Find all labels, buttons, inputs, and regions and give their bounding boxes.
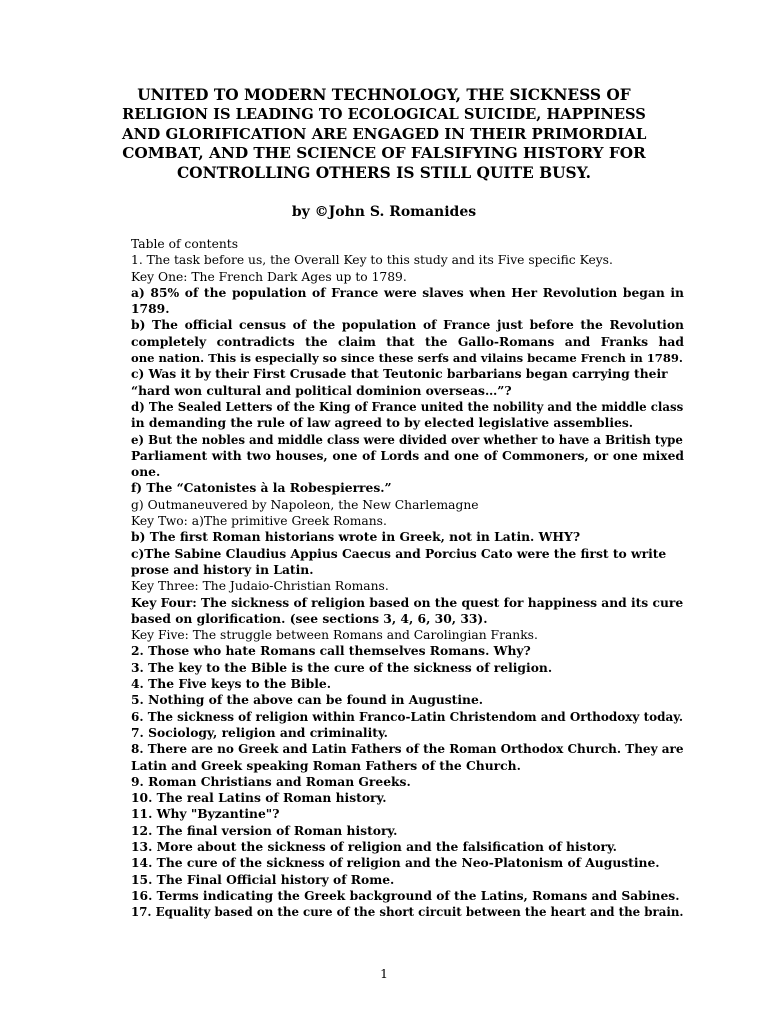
toc-line: g) Outmaneuvered by Napoleon, the New Charlemagne — [131, 497, 479, 512]
title-line: AND GLORIFICATION ARE ENGAGED IN THEIR PRIMORDIAL — [122, 124, 647, 143]
toc-line: 4. The Five keys to the Bible. — [131, 676, 331, 692]
toc-line: Key One: The French Dark Ages up to 1789. — [131, 269, 407, 284]
toc-line: 8. There are no Greek and Latin Fathers of the Roman Orthodox Church. They are — [131, 742, 684, 757]
toc-line: d) The Sealed Letters of the King of France united the nobility and the middle class — [131, 399, 684, 414]
title-line: CONTROLLING OTHERS IS STILL QUITE BUSY. — [176, 163, 592, 182]
toc-line: 9. Roman Christians and Roman Greeks. — [131, 773, 411, 789]
toc-line: Table of contents — [131, 237, 239, 251]
toc-line: 1. The task before us, the Overall Key to this study and its Five specific Keys. — [131, 253, 613, 268]
toc-line: 3. The key to the Bible is the cure of the sickness of religion. — [131, 659, 553, 675]
document-title — [122, 86, 646, 183]
toc-line: c)The Sabine Claudius Appius Caecus and Porcius Cato were the first to write — [131, 545, 667, 561]
toc-line: 16. Terms indicating the Greek background of the Latins, Romans and Sabines. — [131, 887, 680, 903]
toc-line: a) 85% of the population of France were slaves when Her Revolution began in — [131, 284, 684, 300]
toc-line: 10. The real Latins of Roman history. — [131, 790, 387, 806]
toc-line: Key Five: The struggle between Romans and Carolingian Franks. — [131, 628, 538, 643]
toc-line: f) The “Catonistes à la Robespierres.” — [131, 480, 392, 496]
toc-line: 17. Equality based on the cure of the short circuit between the heart and the brain. — [131, 905, 684, 920]
toc-line: based on glorification. (see sections 3, 4, 6, 30, 33). — [131, 610, 488, 626]
toc-line: 13. More about the sickness of religion and the falsification of history. — [131, 838, 617, 854]
toc-line: 1789. — [131, 301, 170, 317]
toc-line: 7. Sociology, religion and criminality. — [131, 724, 388, 740]
toc-line: one. — [131, 464, 161, 480]
toc-line: 11. Why "Byzantine"? — [131, 806, 280, 822]
page-number: 1 — [380, 967, 388, 981]
toc-line: Key Two: a)The primitive Greek Romans. — [131, 514, 387, 529]
title-line: COMBAT, AND THE SCIENCE OF FALSIFYING HISTORY FOR — [122, 144, 646, 163]
toc-line: Latin and Greek speaking Roman Fathers of the Church. — [131, 757, 521, 773]
toc-line: completely contradicts the claim that the Gallo-Romans and Franks had — [131, 333, 684, 349]
table-of-contents — [131, 236, 684, 920]
toc-line: one nation. This is especially so since these serfs and vilains became French in 1789. — [131, 351, 683, 366]
toc-line: in demanding the rule of law agreed to by elected legislative assemblies. — [131, 415, 634, 431]
title-line: UNITED TO MODERN TECHNOLOGY, THE SICKNESS OF — [137, 86, 631, 104]
toc-line: 6. The sickness of religion within Franco-Latin Christendom and Orthodoxy today. — [131, 709, 684, 724]
author-byline: by ©John S. Romanides — [291, 204, 477, 220]
toc-line: 12. The final version of Roman history. — [131, 822, 398, 838]
title-line: RELIGION IS LEADING TO ECOLOGICAL SUICIDE, HAPPINESS — [122, 106, 646, 124]
toc-line: Parliament with two houses, one of Lords and one of Commoners, or one mixed — [131, 447, 684, 463]
toc-line: prose and history in Latin. — [131, 561, 314, 577]
toc-line: 15. The Final Official history of Rome. — [131, 871, 395, 887]
toc-line: b) The official census of the population of France just before the Revolution — [131, 317, 684, 333]
toc-line: “hard won cultural and political dominion overseas…”? — [131, 382, 512, 398]
toc-line: c) Was it by their First Crusade that Teutonic barbarians began carrying their — [131, 366, 668, 382]
toc-line: 2. Those who hate Romans call themselves Romans. Why? — [131, 643, 531, 659]
toc-line: e) But the nobles and middle class were divided over whether to have a British type — [131, 432, 683, 447]
toc-line: Key Three: The Judaio-Christian Romans. — [131, 579, 389, 594]
toc-line: 5. Nothing of the above can be found in Augustine. — [131, 692, 484, 708]
toc-line: b) The first Roman historians wrote in Greek, not in Latin. WHY? — [131, 529, 581, 545]
toc-line: Key Four: The sickness of religion based on the quest for happiness and its cure — [131, 594, 684, 610]
toc-line: 14. The cure of the sickness of religion and the Neo-Platonism of Augustine. — [131, 855, 660, 871]
